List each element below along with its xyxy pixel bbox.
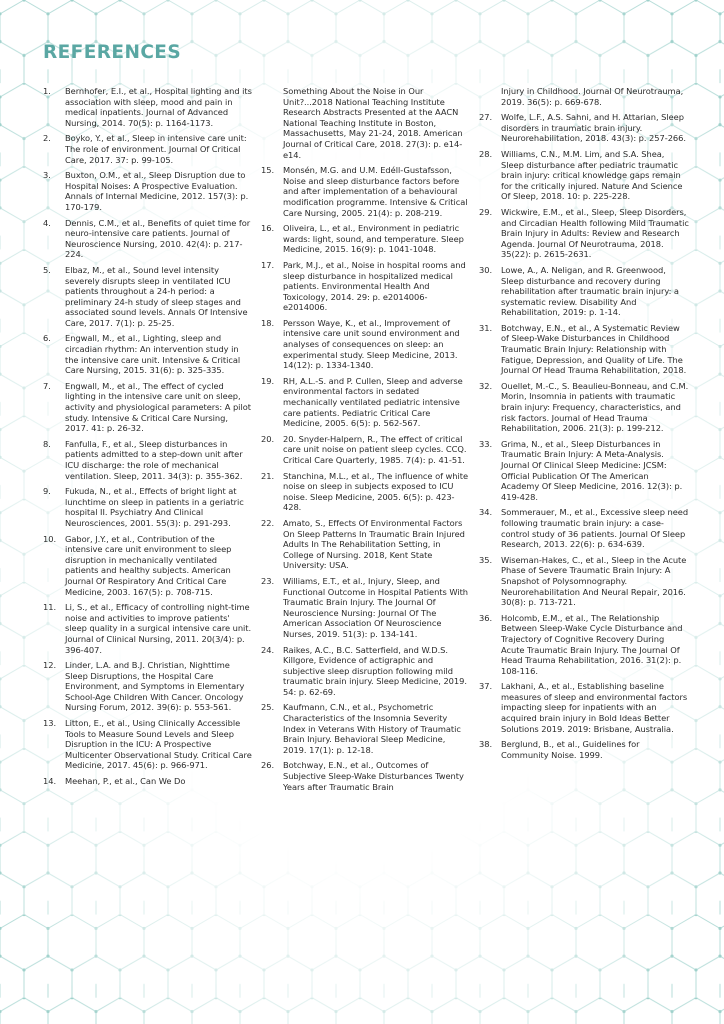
reference-entry [479,265,689,318]
reference-text: Li, S., et al., Efficacy of controlling night-time noise and activities to improve patients' sleep quality in a surgical intensive care unit. Journal of Clinical Nursing, 2011. 20(3/4): p. 396-407. [65,602,252,655]
reference-text: Wickwire, E.M., et al., Sleep, Sleep Disorders, and Circadian Health following Mild Traumatic Brain Injury in Adults: Review and Research Agenda. Journal Of Neurotrauma, 2018. 35(22): p. 2615-2631. [501,206,689,260]
reference-text: Engwall, M., et al., The effect of cycled lighting in the intensive care unit on sleep, activity and physiological parameters: A pilot study. Intensive & Critical Care Nursing, 2017. 41: p. 26-32. [65,380,251,434]
reference-number: 16. [261,223,275,234]
reference-number: 8. [43,438,51,449]
reference-entry [261,376,471,429]
reference-number: 26. [261,760,275,771]
reference-text: Bernhofer, E.I., et al., Hospital lighting and its association with sleep, mood and pain in medical inpatients. Journal of Advanced Nursing, 2014. 70(5): p. 1164-1173. [65,86,252,128]
reference-number: 19. [261,375,275,386]
reference-entry [261,760,471,792]
reference-number: 20. [261,433,275,444]
reference-text: Fukuda, N., et al., Effects of bright light at lunchtime on sleep in patients in a geriatric hospital II. Psychiatry And Clinical Neurosciences, 2001. 55(3): p. 291-293. [65,486,244,528]
reference-entry [261,223,471,255]
reference-column-1 [43,86,253,792]
reference-entry [43,439,253,481]
reference-text: Sommerauer, M., et al., Excessive sleep need following traumatic brain injury: a case-control study of 36 patients. Journal Of Sleep Research, 2013. 22(6): p. 634-639. [501,507,689,550]
reference-number: 23. [261,575,275,586]
reference-text: Williams, C.N., M.M. Lim, and S.A. Shea, Sleep disturbance after pediatric traumatic brain injury: critical knowledge gaps remain for the critically injured. Nature And Science Of Sleep, 2018. 10: p. 225-228. [501,148,683,202]
reference-number: 35. [479,554,493,565]
reference-continuation [261,86,471,160]
reference-number: 22. [261,517,275,528]
reference-entry [43,333,253,375]
reference-text: Something About the Noise in Our Unit?...2018 National Teaching Institute Research Abstracts Presented at the AACN National Teaching Institute in Boston, Massachusetts, May 21-24, 2018. American Journal of Critical Care, 2018. 27(3): p. e14-e14. [283,86,463,160]
reference-number: 1. [43,86,51,96]
reference-entry [43,218,253,260]
reference-entry [261,260,471,313]
reference-entry [261,702,471,755]
reference-number: 2. [43,133,51,144]
reference-number: 33. [479,438,493,449]
reference-number: 10. [43,533,57,544]
reference-number: 17. [261,259,275,270]
reference-number: 30. [479,264,493,275]
reference-entry [479,613,689,677]
reference-text: Meehan, P., et al., Can We Do [65,776,186,787]
reference-entry [43,718,253,771]
reference-number: 7. [43,380,51,391]
reference-text: Oliveira, L., et al., Environment in pediatric wards: light, sound, and temperature. Sleep Medicine, 2015. 16(9): p. 1041-1048. [283,223,464,255]
reference-continuation [479,86,689,107]
reference-text: Ouellet, M.-C., S. Beaulieu-Bonneau, and C.M. Morin, Insomnia in patients with traumatic brain injury: Frequency, characteristics, and risk factors. Journal of Head Trauma Rehabilitation, 2006. 21(3): p. 199-212. [501,380,689,434]
reference-number: 25. [261,702,275,713]
reference-number: 29. [479,206,493,217]
reference-text: Elbaz, M., et al., Sound level intensity severely disrupts sleep in ventilated ICU patients throughout a 24-h period: a preliminary 24-h study of sleep stages and associated sound levels. Annals Of Intensive Care, 2017. 7(1): p. 25-25. [65,264,248,328]
reference-number: 6. [43,333,51,344]
reference-number: 34. [479,507,493,518]
reference-entry [479,381,689,434]
reference-entry [43,133,253,165]
reference-text: Wolfe, L.F., A.S. Sahni, and H. Attarian, Sleep disorders in traumatic brain injury. Neurorehabilitation, 2018. 43(3): p. 257-266. [501,112,686,144]
reference-text: Monsén, M.G. and U.M. Edéll-Gustafsson, Noise and sleep disturbance factors before and after implementation of a behavioural modification programme. Intensive & Critical Care Nursing, 2005. 21(4): p. 208-219. [283,165,468,218]
reference-text: Kaufmann, C.N., et al., Psychometric Characteristics of the Insomnia Severity Index in Veterans With History of Traumatic Brain Injury. Behavioral Sleep Medicine, 2019. 17(1): p. 12-18. [283,702,461,755]
reference-text: Engwall, M., et al., Lighting, sleep and circadian rhythm: An intervention study in the intensive care unit. Intensive & Critical Care Nursing, 2015. 31(6): p. 325-335. [65,333,241,376]
reference-text: Williams, E.T., et al., Injury, Sleep, and Functional Outcome in Hospital Patients With Traumatic Brain Injury. The Journal Of Neuroscience Nursing: Journal Of The American Association Of Neuroscience Nurses, 2019. 51(3): p. 134-141. [283,575,468,639]
reference-text: Stanchina, M.L., et al., The influence of white noise on sleep in subjects exposed to ICU noise. Sleep Medicine, 2005. 6(5): p. 423-428. [283,470,469,513]
reference-text: Dennis, C.M., et al., Benefits of quiet time for neuro-intensive care patients. Journal of Neuroscience Nursing, 2010. 42(4): p. 217-224. [65,217,251,260]
reference-number: 13. [43,718,57,729]
reference-entry [43,265,253,329]
reference-text: 20. Snyder-Halpern, R., The effect of critical care unit noise on patient sleep cycles. CCQ. Critical Care Quarterly, 1985. 7(4): p. 41-51. [283,433,467,465]
reference-number: 3. [43,170,51,181]
reference-entry [261,165,471,218]
reference-entry [43,381,253,434]
reference-text: Amato, S., Effects Of Environmental Factors On Sleep Patterns In Traumatic Brain Injured Adults In The Rehabilitation Setting, in College of Nursing. 2018, Kent State University: USA. [283,517,465,571]
reference-text: Grima, N., et al., Sleep Disturbances in Traumatic Brain Injury: A Meta-Analysis. Journal Of Clinical Sleep Medicine: JCSM: Official Publication Of The American Academy Of Sleep Medicine, 2016. 12(3): p. 419-428. [501,438,683,502]
reference-text: Berglund, B., et al., Guidelines for Community Noise. 1999. [501,739,640,760]
reference-number: 28. [479,148,493,159]
reference-number: 12. [43,660,57,671]
reference-entry [479,323,689,376]
reference-entry [43,602,253,655]
reference-entry [43,534,253,598]
reference-text: Wiseman-Hakes, C., et al., Sleep in the Acute Phase of Severe Traumatic Brain Injury: A Snapshot of Polysomnography. Neurorehabilitation And Neural Repair, 2016. 30(8): p. 713-721. [501,554,687,608]
reference-entry [261,471,471,513]
reference-entry [261,576,471,640]
page-title: REFERENCES [43,42,182,63]
reference-number: 37. [479,681,493,692]
reference-entry [479,439,689,503]
reference-number: 4. [43,217,51,228]
reference-text: Holcomb, E.M., et al., The Relationship Between Sleep-Wake Cycle Disturbance and Trajectory of Cognitive Recovery During Acute Traumatic Brain Injury. The Journal Of Head Trauma Rehabilitation, 2016. 31(2): p. 108-116. [501,612,683,676]
reference-text: Buxton, O.M., et al., Sleep Disruption due to Hospital Noises: A Prospective Evaluation. Annals of Internal Medicine, 2012. 157(3): p. 170-179. [65,170,249,212]
reference-number: 18. [261,317,275,328]
reference-number: 24. [261,644,275,655]
reference-entry [479,681,689,734]
reference-text: Park, M.J., et al., Noise in hospital rooms and sleep disturbance in hospitalized medical patients. Environmental Health And Toxicology, 2014. 29: p. e2014006-e2014006. [283,259,466,313]
reference-number: 31. [479,322,493,333]
reference-text: Lowe, A., A. Neligan, and R. Greenwood, Sleep disturbance and recovery during rehabilitation after traumatic brain injury: a systematic review. Disability And Rehabilitation, 2019: p. 1-14. [501,264,679,318]
reference-entry [43,776,253,787]
reference-entry [479,149,689,202]
reference-entry [43,86,253,128]
reference-text: Boyko, Y., et al., Sleep in intensive care unit: The role of environment. Journal Of Critical Care, 2017. 37: p. 99-105. [65,133,247,165]
reference-number: 9. [43,486,51,497]
reference-entry [43,486,253,528]
reference-entry [261,518,471,571]
reference-text: Injury in Childhood. Journal Of Neurotrauma, 2019. 36(5): p. 669-678. [501,86,684,107]
reference-entry [479,207,689,260]
reference-number: 21. [261,470,275,481]
reference-text: Litton, E., et al., Using Clinically Accessible Tools to Measure Sound Levels and Sleep Disruption in the ICU: A Prospective Multicenter Observational Study. Critical Care Medicine, 2017. 45(6): p. 966-971. [65,718,252,771]
reference-number: 15. [261,165,275,176]
reference-number: 27. [479,112,493,123]
reference-number: 32. [479,380,493,391]
reference-text: Linder, L.A. and B.J. Christian, Nighttime Sleep Disruptions, the Hospital Care Environment, and Symptoms in Elementary School-Age Children With Cancer. Oncology Nursing Forum, 2012. 39(6): p. 553-561. [65,660,245,713]
reference-number: 11. [43,602,57,613]
reference-entry [261,434,471,466]
reference-text: Fanfulla, F., et al., Sleep disturbances in patients admitted to a step-down unit after ICU discharge: the role of mechanical ventilation. Sleep, 2011. 34(3): p. 355-362. [65,438,243,481]
reference-entry [43,660,253,713]
reference-text: Persson Waye, K., et al., Improvement of intensive care unit sound environment and analyses of consequences on sleep: an experimental study. Sleep Medicine, 2013. 14(12): p. 1334-1340. [283,317,460,371]
reference-text: Raikes, A.C., B.C. Satterfield, and W.D.S. Killgore, Evidence of actigraphic and subjective sleep disruption following mild traumatic brain injury. Sleep Medicine, 2019. 54: p. 62-69. [283,644,467,697]
reference-number: 38. [479,739,493,750]
reference-text: Botchway, E.N., et al., A Systematic Review of Sleep-Wake Disturbances in Childhood Traumatic Brain Injury: Relationship with Fatigue, Depression, and Quality of Life. The Journal Of Head Trauma Rehabilitation, 2018. [501,322,687,376]
reference-column-3 [479,86,689,765]
reference-text: Lakhani, A., et al., Establishing baseline measures of sleep and environmental factors impacting sleep for inpatients with an acquired brain injury in Bold Ideas Better Solutions 2019. 2019: Brisbane, Australia. [501,681,688,734]
reference-number: 36. [479,612,493,623]
reference-entry [479,507,689,549]
reference-entry [261,645,471,698]
reference-column-2 [261,86,471,797]
reference-text: Gabor, J.Y., et al., Contribution of the intensive care unit environment to sleep disruption in mechanically ventilated patients and healthy subjects. American Journal Of Respiratory And Critical Care Medicine, 2003. 167(5): p. 708-715. [65,533,232,597]
reference-entry [43,170,253,212]
reference-entry [479,112,689,144]
reference-entry [261,318,471,371]
reference-entry [479,555,689,608]
reference-text: RH, A.L.-S. and P. Cullen, Sleep and adverse environmental factors in sedated mechanically ventilated pediatric intensive care patients. Pediatric Critical Care Medicine, 2005. 6(5): p. 562-567. [283,375,463,429]
reference-number: 14. [43,776,57,787]
reference-text: Botchway, E.N., et al., Outcomes of Subjective Sleep-Wake Disturbances Twenty Years after Traumatic Brain [283,760,464,792]
reference-entry [479,739,689,760]
reference-number: 5. [43,264,51,275]
